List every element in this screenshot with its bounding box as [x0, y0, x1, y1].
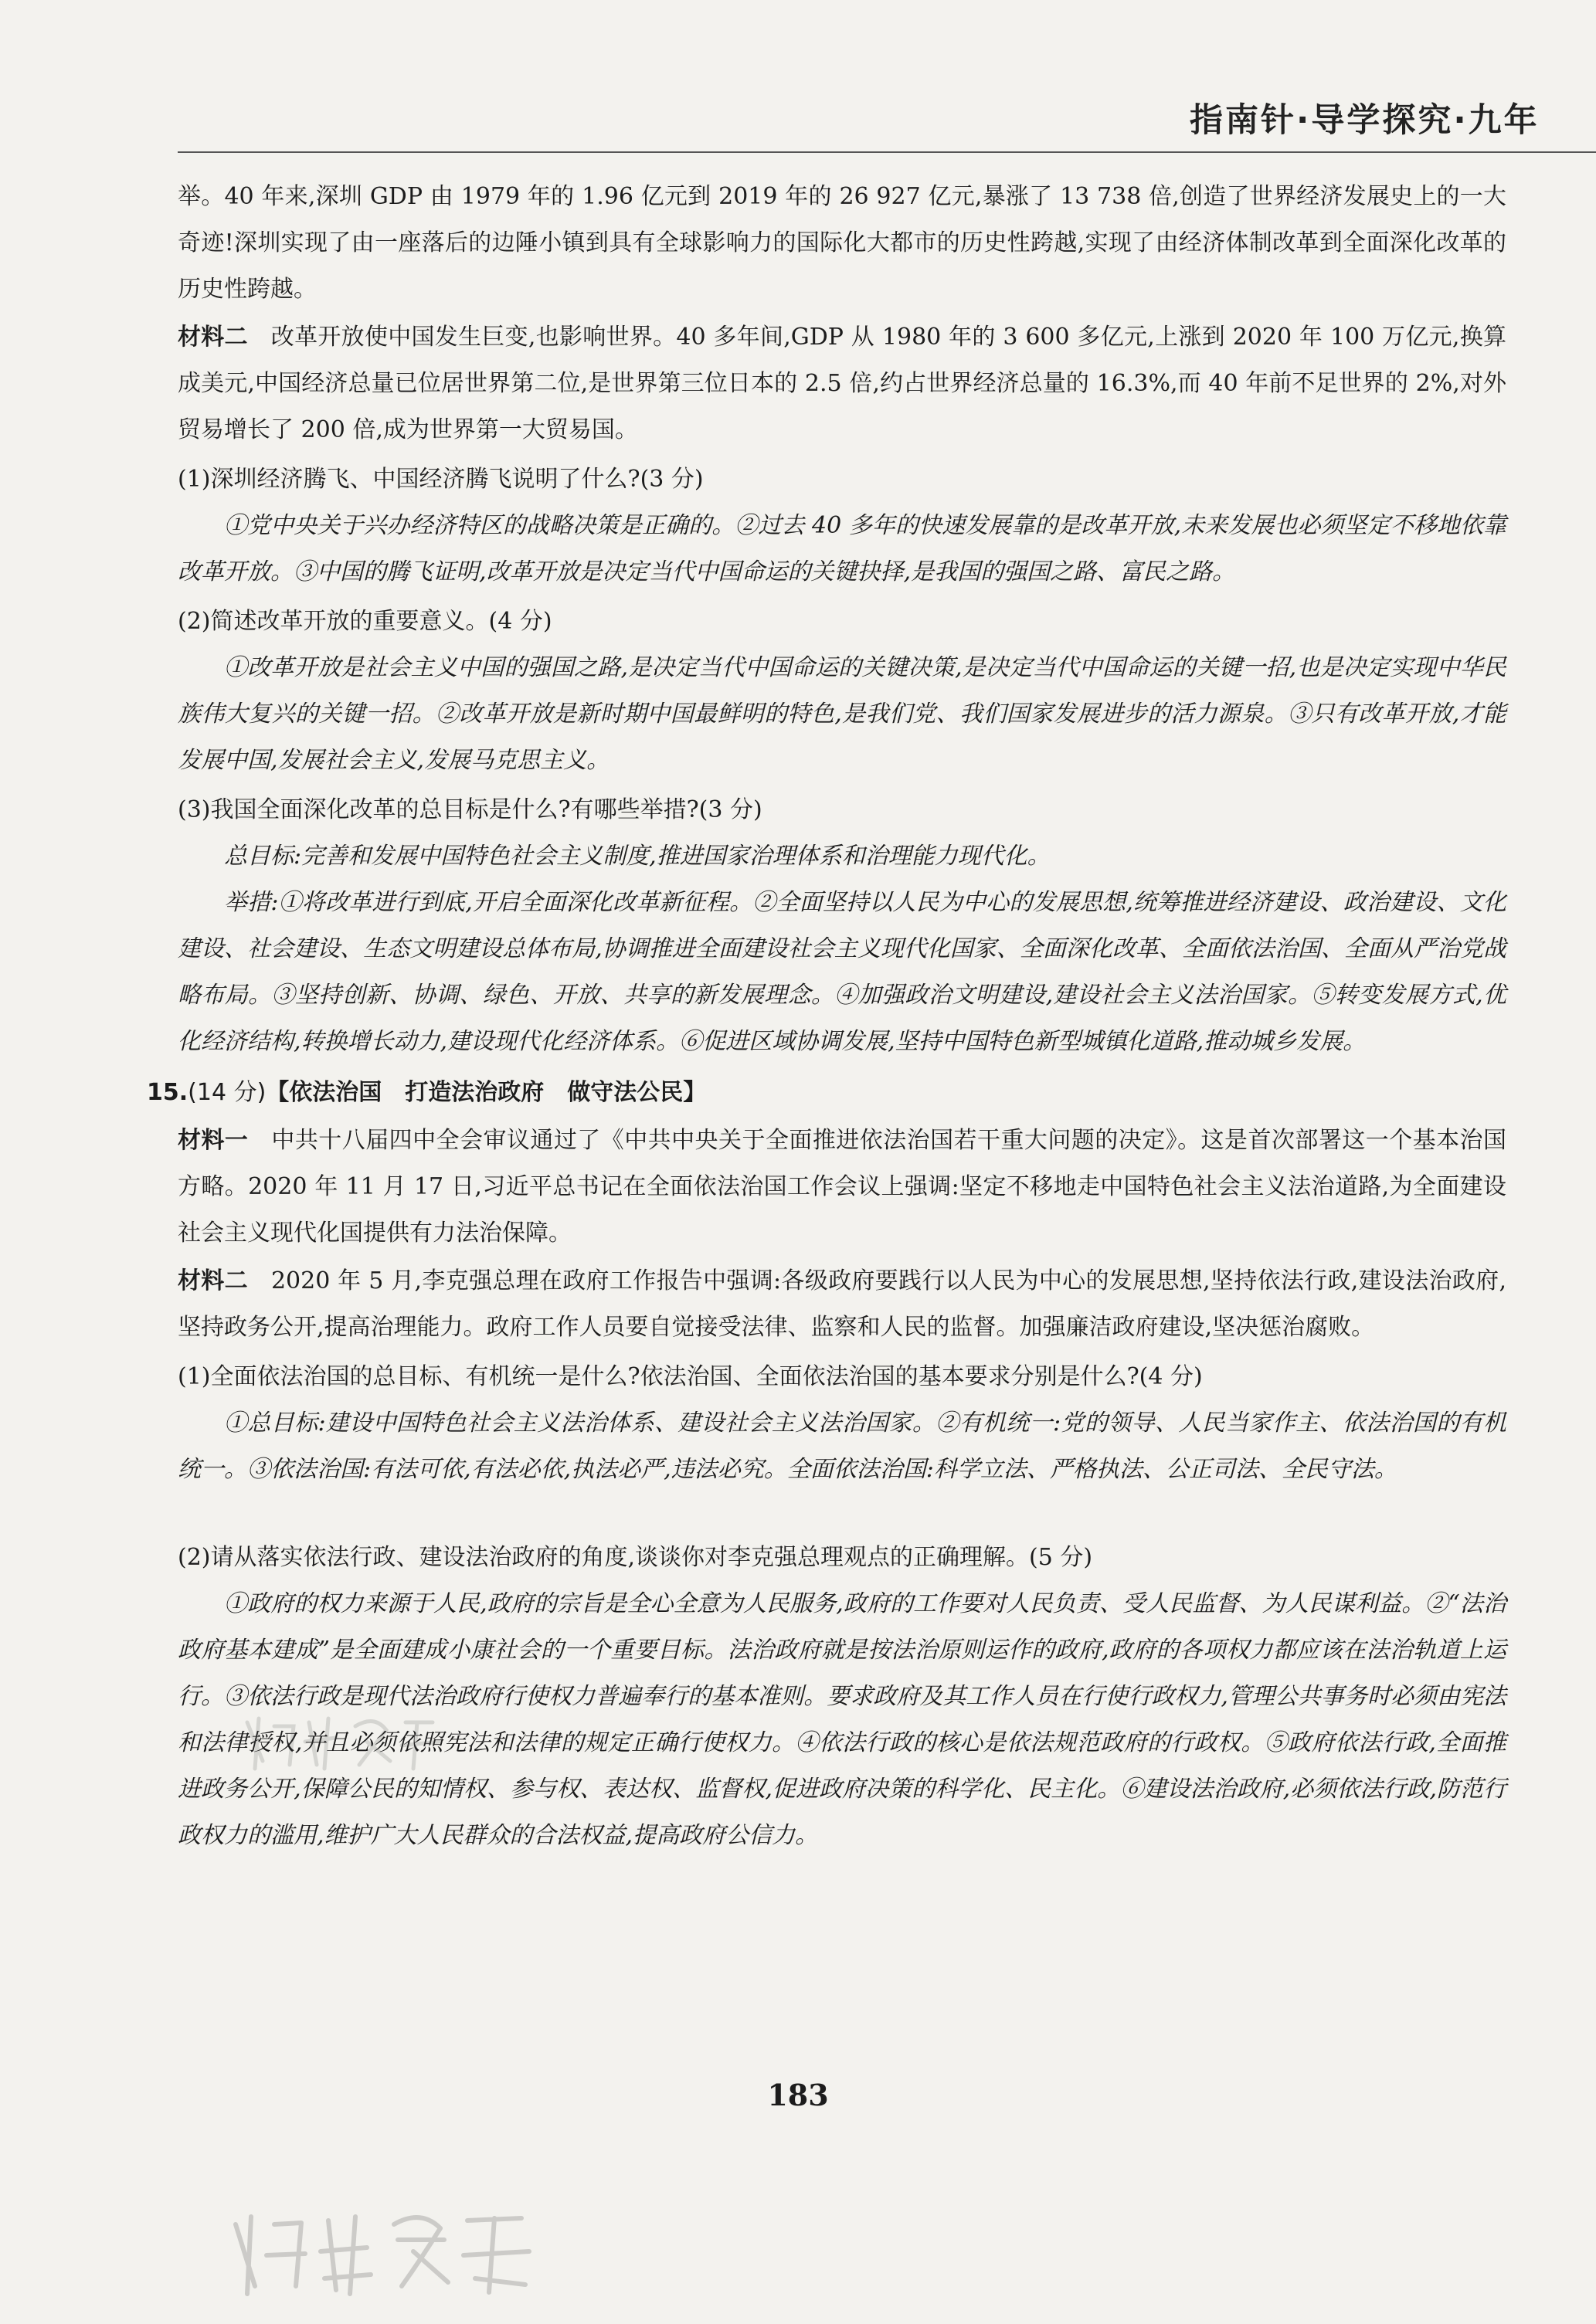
- q14-sub3-answer-measures: 举措:①将改革进行到底,开启全面深化改革新征程。②全面坚持以人民为中心的发展思想,统筹推进经济建设、政治建设、文化建设、社会建设、生态文明建设总体布局,协调推进全面建设社会主义现代化国家、全面深化改革、全面依法治国、全面从严治党战略布局。③坚持创新、协调、绿色、开放、共享的新发展理念。④加强政治文明建设,建设社会主义法治国家。⑤转变发展方式,优化经济结构,转换增长动力,建设现代化经济体系。⑥促进区域协调发展,坚持中国特色新型城镇化道路,推动城乡发展。: [178, 889, 1506, 1055]
- watermark-mid-logo: [232, 1707, 464, 1776]
- q15-sub1-question: (1)全面依法治国的总目标、有机统一是什么?依法治国、全面依法治国的基本要求分别是什么?(4 分): [178, 1363, 1203, 1390]
- q15-material1: [178, 1118, 1506, 1257]
- q14-sub2-answer: ①改革开放是社会主义中国的强国之路,是决定当代中国命运的关键决策,是决定当代中国命运的关键一招,也是决定实现中华民族伟大复兴的关键一招。②改革开放是新时期中国最鲜明的特色,是我们党、我们国家发展进步的活力源泉。③只有改革开放,才能发展中国,发展社会主义,发展马克思主义。: [178, 654, 1506, 774]
- q14-sub3-answer-goal: 总目标:完善和发展中国特色社会主义制度,推进国家治理体系和治理能力现代化。: [224, 843, 1051, 870]
- q14-material2-label: 材料二: [178, 324, 248, 351]
- answer-gap: [178, 1493, 1506, 1532]
- q15-material2-label: 材料二: [178, 1267, 248, 1294]
- q15-material1-label: 材料一: [178, 1127, 249, 1154]
- q14-material2-text: 改革开放使中国发生巨变,也影响世界。40 多年间,GDP 从 1980 年的 3 600 多亿元,上涨到 2020 年 100 万亿元,换算成美元,中国经济总量已位居世界第二位,是世界第三位日本的 2.5 倍,约占世界经济总量的 16.3%,而 40 年前不足世界的 2%,对外贸易增长了 200 倍,成为世界第一大贸易国。: [178, 324, 1506, 443]
- watermark-bottom-logo: [220, 2193, 545, 2302]
- header-rule: [178, 151, 1596, 153]
- q15-material1-text: 中共十八届四中全会审议通过了《中共中央关于全面推进依法治国若干重大问题的决定》。这是首次部署这一个基本治国方略。2020 年 11 月 17 日,习近平总书记在全面依法治国工作会议上强调:坚定不移地走中国特色社会主义法治道路,为全面建设社会主义现代化国提供有力法治保障。: [178, 1127, 1507, 1247]
- q15-sub1-answer: ①总目标:建设中国特色社会主义法治体系、建设社会主义法治国家。②有机统一:党的领导、人民当家作主、依法治国的有机统一。③依法治国:有法可依,有法必依,执法必严,违法必究。全面依法治国:科学立法、严格执法、公正司法、全民守法。: [178, 1410, 1506, 1483]
- q15-points: (14 分): [188, 1079, 267, 1106]
- q15-heading: [147, 1070, 1506, 1116]
- page-header: 指南针·导学探究·九年: [1190, 101, 1540, 140]
- q15-material2: [178, 1258, 1506, 1351]
- q14-sub3-question: (3)我国全面深化改革的总目标是什么?有哪些举措?(3 分): [178, 796, 762, 823]
- q14-material1-end: 举。40 年来,深圳 GDP 由 1979 年的 1.96 亿元到 2019 年的 26 927 亿元,暴涨了 13 738 倍,创造了世界经济发展史上的一大奇迹!深圳实现了由一座落后的边陲小镇到具有全球影响力的国际化大都市的历史性跨越,实现了由经济体制改革到全面深化改革的历史性跨越。: [178, 183, 1506, 303]
- page-content: [147, 174, 1507, 1859]
- q14-sub2-question: (2)简述改革开放的重要意义。(4 分): [178, 608, 552, 635]
- page-number: 183: [767, 2078, 829, 2112]
- q14-sub1-question: (1)深圳经济腾飞、中国经济腾飞说明了什么?(3 分): [178, 466, 704, 493]
- q15-sub2-answer: ①政府的权力来源于人民,政府的宗旨是全心全意为人民服务,政府的工作要对人民负责、受人民监督、为人民谋利益。②“法治政府基本建成”是全面建成小康社会的一个重要目标。法治政府就是按法治原则运作的政府,政府的各项权力都应该在法治轨道上运行。③依法行政是现代法治政府行使权力普遍奉行的基本准则。要求政府及其工作人员在行使行政权力,管理公共事务时必须由宪法和法律授权,并且必须依照宪法和法律的规定正确行使权力。④依法行政的核心是依法规范政府的行政权。⑤政府依法行政,全面推进政务公开,保障公民的知情权、参与权、表达权、监督权,促进政府决策的科学化、民主化。⑥建设法治政府,必须依法行政,防范行政权力的滥用,维护广大人民群众的合法权益,提高政府公信力。: [178, 1590, 1506, 1849]
- q15-material2-text: 2020 年 5 月,李克强总理在政府工作报告中强调:各级政府要践行以人民为中心的发展思想,坚持依法行政,建设法治政府,坚持政务公开,提高治理能力。政府工作人员要自觉接受法律、监察和人民的监督。加强廉洁政府建设,坚决惩治腐败。: [178, 1267, 1507, 1341]
- q14-sub1-answer: ①党中央关于兴办经济特区的战略决策是正确的。②过去 40 多年的快速发展靠的是改革开放,未来发展也必须坚定不移地依靠改革开放。③中国的腾飞证明,改革开放是决定当代中国命运的关键抉择,是我国的强国之路、富民之路。: [178, 512, 1506, 585]
- q14-material2: [178, 314, 1506, 453]
- q15-sub2-question: (2)请从落实依法行政、建设法治政府的角度,谈谈你对李克强总理观点的正确理解。(5 分): [178, 1544, 1093, 1571]
- q15-number: 15.: [147, 1079, 188, 1106]
- q15-title: 【依法治国 打造法治政府 做守法公民】: [266, 1079, 707, 1106]
